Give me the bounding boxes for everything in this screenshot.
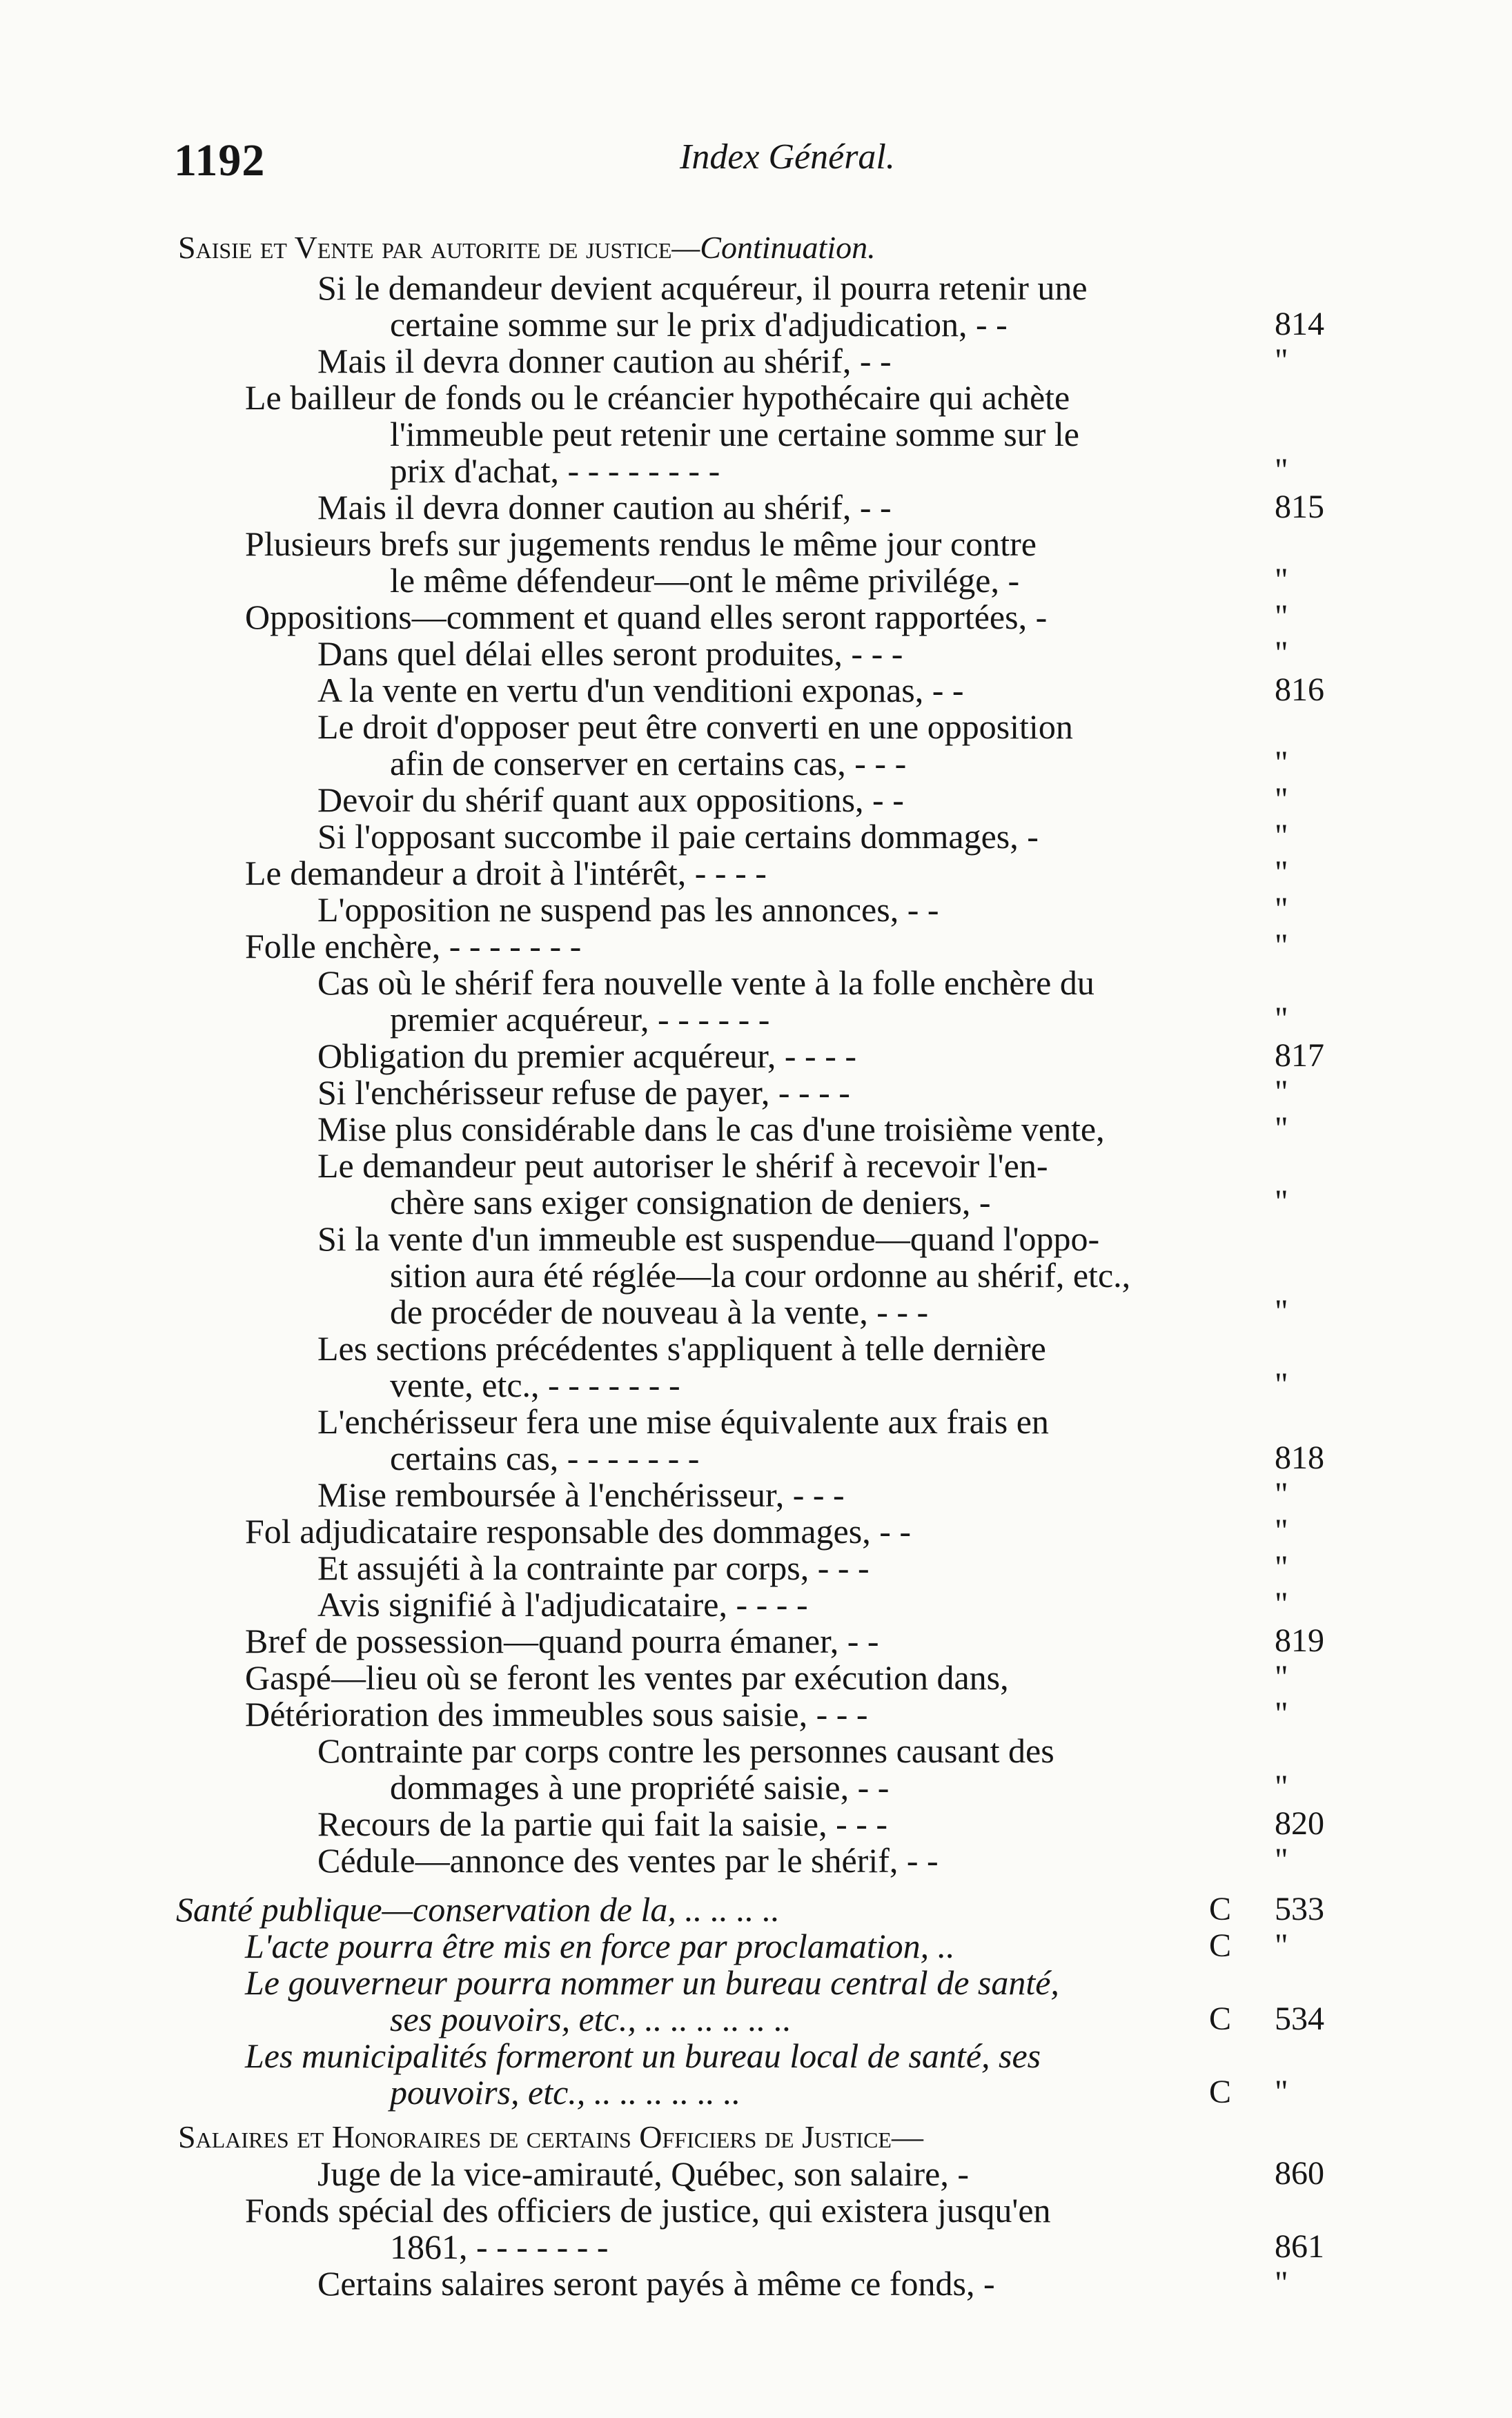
- index-entry-continuation: sition aura été réglée—la cour ordonne au shérif, etc.,: [390, 1256, 1131, 1295]
- chapter-marker: C: [1209, 2074, 1232, 2110]
- page-reference: ": [1275, 1074, 1288, 1110]
- index-entry-continuation: afin de conserver en certains cas, - - -: [390, 744, 907, 783]
- page-reference: ": [1275, 2265, 1288, 2301]
- index-entry: Si l'enchérisseur refuse de payer, - - - -: [317, 1073, 850, 1112]
- index-entry: Les sections précédentes s'appliquent à telle dernière: [317, 1329, 1046, 1368]
- index-entry: L'opposition ne suspend pas les annonces, - -: [317, 890, 939, 929]
- page-reference: ": [1275, 1293, 1288, 1330]
- index-entry: Juge de la vice-amirauté, Québec, son salaire, -: [317, 2154, 970, 2193]
- page-reference: 820: [1275, 1805, 1324, 1842]
- page-reference: 819: [1275, 1622, 1324, 1659]
- running-title: Index Général.: [680, 137, 895, 177]
- index-entry-continuation: certaine somme sur le prix d'adjudication, - -: [390, 305, 1008, 344]
- chapter-marker: C: [1209, 1891, 1232, 1927]
- index-entry: Recours de la partie qui fait la saisie, - - -: [317, 1805, 888, 1843]
- index-entry: Fol adjudicataire responsable des dommages, - -: [245, 1512, 911, 1551]
- index-entry: Si la vente d'un immeuble est suspendue—quand l'oppo-: [317, 1219, 1100, 1258]
- index-entry: Mise remboursée à l'enchérisseur, - - -: [317, 1475, 845, 1514]
- page-reference: ": [1275, 2074, 1288, 2110]
- section-heading-title: Saisie et Vente par autorite de justice: [178, 230, 672, 265]
- page-reference: ": [1275, 635, 1288, 671]
- index-entry: Obligation du premier acquéreur, - - - -: [317, 1036, 857, 1075]
- page-reference: ": [1275, 1001, 1288, 1037]
- index-entry: L'enchérisseur fera une mise équivalente aux frais en: [317, 1402, 1049, 1441]
- index-entry-continuation: prix d'achat, - - - - - - - -: [390, 451, 720, 490]
- index-entry: Plusieurs brefs sur jugements rendus le même jour contre: [245, 524, 1037, 563]
- index-entry-italic: Santé publique—conservation de la, .. .. .. ..: [176, 1890, 780, 1929]
- index-entry: Le demandeur a droit à l'intérêt, - - - -: [245, 854, 767, 892]
- index-entry: Mais il devra donner caution au shérif, - -: [317, 342, 892, 380]
- index-entry-continuation: premier acquéreur, - - - - - -: [390, 1000, 770, 1039]
- index-entry-italic-continuation: pouvoirs, etc., .. .. .. .. .. ..: [390, 2073, 741, 2112]
- page-reference: ": [1275, 891, 1288, 927]
- section-heading-title: Salaires et Honoraires de certains Officiers de Justice—: [178, 2119, 923, 2154]
- index-entry: Si l'opposant succombe il paie certains dommages, -: [317, 817, 1039, 856]
- page-reference: ": [1275, 1476, 1288, 1513]
- index-entry: Cas où le shérif fera nouvelle vente à la folle enchère du: [317, 963, 1094, 1002]
- chapter-marker: C: [1209, 1927, 1232, 1964]
- page-reference: 815: [1275, 489, 1324, 525]
- index-entry-continuation: vente, etc., - - - - - - -: [390, 1366, 680, 1404]
- page-number: 1192: [174, 135, 266, 186]
- page-reference: ": [1275, 745, 1288, 781]
- page-reference: ": [1275, 1769, 1288, 1805]
- section-heading: [178, 2119, 923, 2155]
- page-reference: ": [1275, 452, 1288, 489]
- index-entry-italic: Les municipalités formeront un bureau local de santé, ses: [245, 2036, 1041, 2075]
- index-entry: Cédule—annonce des ventes par le shérif, - -: [317, 1841, 939, 1880]
- index-entry: A la vente en vertu d'un venditioni exponas, - -: [317, 671, 964, 709]
- page-reference: ": [1275, 854, 1288, 891]
- index-entry-continuation: chère sans exiger consignation de deniers, -: [390, 1183, 991, 1221]
- index-entry: Le droit d'opposer peut être converti en une opposition: [317, 707, 1073, 746]
- page-reference: ": [1275, 781, 1288, 818]
- page-reference: ": [1275, 927, 1288, 964]
- index-entry-continuation: certains cas, - - - - - - -: [390, 1439, 700, 1477]
- page-reference: 818: [1275, 1439, 1324, 1476]
- index-entry: Gaspé—lieu où se feront les ventes par exécution dans,: [245, 1658, 1009, 1697]
- index-entry: Avis signifié à l'adjudicataire, - - - -: [317, 1585, 808, 1624]
- page-reference: ": [1275, 1659, 1288, 1695]
- page-reference: 534: [1275, 2001, 1324, 2037]
- page-reference: ": [1275, 1366, 1288, 1403]
- section-heading: [178, 229, 876, 266]
- page-reference: ": [1275, 1110, 1288, 1147]
- index-entry-continuation: 1861, - - - - - - -: [390, 2228, 609, 2266]
- index-entry: Et assujéti à la contrainte par corps, - - -: [317, 1549, 870, 1587]
- page-reference: 533: [1275, 1891, 1324, 1927]
- index-entry-continuation: dommages à une propriété saisie, - -: [390, 1768, 890, 1807]
- page-reference: ": [1275, 562, 1288, 598]
- index-entry: Folle enchère, - - - - - - -: [245, 927, 582, 965]
- index-entry: Devoir du shérif quant aux oppositions, - -: [317, 780, 904, 819]
- page-reference: ": [1275, 1927, 1288, 1964]
- page-reference: ": [1275, 1586, 1288, 1622]
- index-entry: Bref de possession—quand pourra émaner, - -: [245, 1622, 879, 1660]
- page-reference: 816: [1275, 671, 1324, 708]
- index-entry-italic: L'acte pourra être mis en force par proclamation, ..: [245, 1927, 955, 1965]
- page-reference: 861: [1275, 2228, 1324, 2265]
- index-entry: Fonds spécial des officiers de justice, qui existera jusqu'en: [245, 2191, 1051, 2230]
- page-reference: ": [1275, 598, 1288, 635]
- page-reference: ": [1275, 1513, 1288, 1549]
- page-reference: ": [1275, 818, 1288, 854]
- index-entry-italic: Le gouverneur pourra nommer un bureau central de santé,: [245, 1963, 1059, 2002]
- index-entry-continuation: le même défendeur—ont le même privilége, -: [390, 561, 1020, 600]
- index-entry-continuation: l'immeuble peut retenir une certaine somme sur le: [390, 415, 1079, 453]
- index-entry: Mise plus considérable dans le cas d'une troisième vente,: [317, 1110, 1105, 1148]
- page-reference: ": [1275, 1549, 1288, 1586]
- page-reference: ": [1275, 1695, 1288, 1732]
- page-reference: ": [1275, 1183, 1288, 1220]
- index-entry-italic-continuation: ses pouvoirs, etc., .. .. .. .. .. ..: [390, 2000, 792, 2038]
- chapter-marker: C: [1209, 2001, 1232, 2037]
- index-entry: Détérioration des immeubles sous saisie, - - -: [245, 1695, 868, 1733]
- index-entry: Mais il devra donner caution au shérif, - -: [317, 488, 892, 527]
- page-reference: 817: [1275, 1037, 1324, 1074]
- index-entry: Le bailleur de fonds ou le créancier hypothécaire qui achète: [245, 378, 1070, 417]
- index-entry: Dans quel délai elles seront produites, - - -: [317, 634, 903, 673]
- index-entry: Certains salaires seront payés à même ce fonds, -: [317, 2264, 995, 2303]
- index-entry: Contrainte par corps contre les personnes causant des: [317, 1731, 1054, 1770]
- index-entry: Si le demandeur devient acquéreur, il pourra retenir une: [317, 268, 1088, 307]
- index-entry: Le demandeur peut autoriser le shérif à recevoir l'en-: [317, 1146, 1048, 1185]
- index-entry-continuation: de procéder de nouveau à la vente, - - -: [390, 1292, 929, 1331]
- page-reference: ": [1275, 1842, 1288, 1878]
- page-reference: 860: [1275, 2155, 1324, 2192]
- page-reference: 814: [1275, 306, 1324, 342]
- index-entry: Oppositions—comment et quand elles seront rapportées, -: [245, 598, 1048, 636]
- page-reference: ": [1275, 342, 1288, 379]
- section-heading-continuation: —Continuation.: [671, 230, 876, 265]
